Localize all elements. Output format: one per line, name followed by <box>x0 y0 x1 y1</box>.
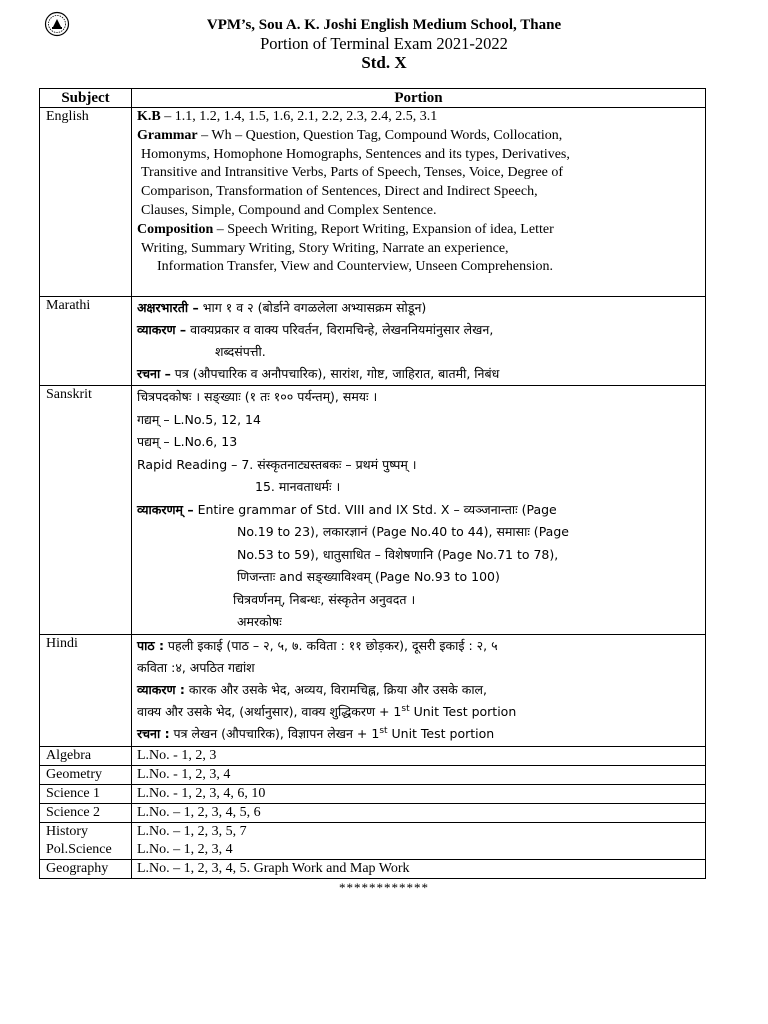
portion-cell: L.No. - 1, 2, 3, 4 <box>132 765 706 784</box>
subject-cell: History Pol.Science <box>40 822 132 859</box>
footer-stars: ************ <box>339 880 429 895</box>
subject-cell: Science 2 <box>40 803 132 822</box>
portion-cell-sanskrit: चित्रपदकोषः । सङ्ख्याः (१ तः १०० पर्यन्तम्), समयः । गद्यम् – L.No.5, 12, 14 पद्यम् – L.No.6, 13 Rapid Reading – 7. संस्कृतनाट्यस्तबकः – प्रथमं पुष्पम् । 15. मानवताधर्मः । व्याकरणम् – Entire grammar of Std. VIII and IX Std. X – व्यञ्जनान्ताः (Page No.19 to 23), लकारज्ञानं (Page No.40 to 44), समासाः (Page No.53 to 59), धातुसाधित – विशेषणानि (Page No.71 to 78), णिजन्ताः and सङ्ख्याविश्वम् (Page No.93 to 100) चित्रवर्णनम्, निबन्धः, संस्कृतेन अनुवदत । अमरकोषः <box>132 386 706 635</box>
table-row-marathi <box>40 297 706 386</box>
table-row <box>40 765 706 784</box>
portion-table <box>39 88 706 879</box>
subject-cell: Sanskrit <box>40 386 132 635</box>
standard-label: Std. X <box>361 53 407 72</box>
table-row-hindi <box>40 634 706 746</box>
table-row-english <box>40 108 706 297</box>
school-name: VPM’s, Sou A. K. Joshi English Medium School, Thane <box>206 17 562 33</box>
subject-cell: Science 1 <box>40 784 132 803</box>
subject-cell: Geography <box>40 859 132 878</box>
portion-cell: L.No. - 1, 2, 3 <box>132 746 706 765</box>
table-row-sanskrit <box>40 386 706 635</box>
portion-cell: L.No. – 1, 2, 3, 5, 7 L.No. – 1, 2, 3, 4 <box>132 822 706 859</box>
exam-title: Portion of Terminal Exam 2021-2022 <box>260 34 508 53</box>
portion-cell: L.No. - 1, 2, 3, 4, 6, 10 <box>132 784 706 803</box>
subject-cell: Marathi <box>40 297 132 386</box>
portion-cell-marathi: अक्षरभारती – भाग १ व २ (बोर्डाने वगळलेला अभ्यासक्रम सोडून) व्याकरण – वाक्यप्रकार व वाक्य परिवर्तन, विरामचिन्हे, लेखननियमांनुसार लेखन, शब्दसंपत्ती. रचना – पत्र (औपचारिक व अनौपचारिक), सारांश, गोष्ट, जाहिरात, बातमी, निबंध <box>132 297 706 386</box>
table-row-history-polscience <box>40 822 706 859</box>
table-row <box>40 746 706 765</box>
portion-cell-english: K.B – 1.1, 1.2, 1.4, 1.5, 1.6, 2.1, 2.2, 2.3, 2.4, 2.5, 3.1 Grammar – Wh – Question, Question Tag, Compound Words, Collocation, Homonyms, Homophone Homographs, Sentences and its types, Derivatives, Transitive and Intransitive Verbs, Parts of Speech, Tenses, Voice, Degree of Comparison, Transformation of Sentences, Direct and Indirect Speech, Clauses, Simple, Compound and Complex Sentence. Composition – Speech Writing, Report Writing, Expansion of idea, Letter Writing, Summary Writing, Story Writing, Narrate an experience, Information Transfer, View and Counterview, Unseen Comprehension. <box>132 108 706 297</box>
table-row <box>40 859 706 878</box>
subject-cell: Algebra <box>40 746 132 765</box>
portion-cell-hindi: पाठ : पहली इकाई (पाठ – २, ५, ७. कविता : ११ छोड़कर), दूसरी इकाई : २, ५ कविता :४, अपठित गद्यांश व्याकरण : कारक और उसके भेद, अव्यय, विरामचिह्न, क्रिया और उसके काल, वाक्य और उसके भेद, (अर्थानुसार), वाक्य शुद्धिकरण + 1st Unit Test portion रचना : पत्र लेखन (औपचारिक), विज्ञापन लेखन + 1st Unit Test portion <box>132 634 706 746</box>
table-row <box>40 784 706 803</box>
portion-cell: L.No. – 1, 2, 3, 4, 5. Graph Work and Map Work <box>132 859 706 878</box>
subject-cell: Geometry <box>40 765 132 784</box>
table-header-row <box>40 89 706 108</box>
subject-cell: English <box>40 108 132 297</box>
portion-cell: L.No. – 1, 2, 3, 4, 5, 6 <box>132 803 706 822</box>
subject-cell: Hindi <box>40 634 132 746</box>
subject-column-header: Subject <box>40 89 132 108</box>
table-row <box>40 803 706 822</box>
portion-column-header: Portion <box>132 89 706 108</box>
